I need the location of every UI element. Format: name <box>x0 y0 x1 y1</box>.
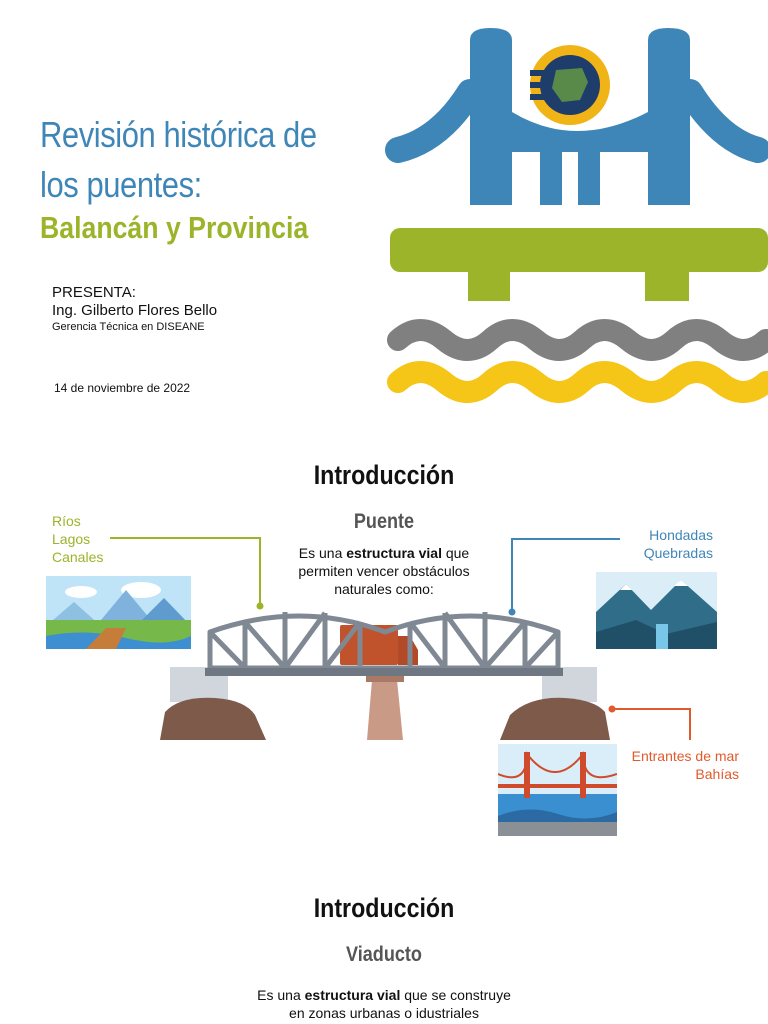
subheading-viaducto: Viaducto <box>346 943 422 966</box>
presenter-role: Gerencia Técnica en DISEANE <box>52 321 205 333</box>
label-rios: Ríos <box>52 513 81 529</box>
label-canales: Canales <box>52 549 104 565</box>
truss-bridge-illustration <box>155 605 615 745</box>
presenta-label: PRESENTA: <box>52 284 136 301</box>
presenter-name: Ing. Gilberto Flores Bello <box>52 302 218 319</box>
bay-bridge-image <box>498 744 617 836</box>
title-line-1: Revisión histórica de <box>40 114 317 155</box>
label-bahias: Bahías <box>695 766 739 782</box>
puente-description: Es una estructura vial que permiten vencer obstáculos naturales como: <box>298 545 470 597</box>
label-hondadas: Hondadas <box>649 527 713 543</box>
subheading-puente: Puente <box>353 510 415 533</box>
label-lagos: Lagos <box>52 531 91 547</box>
label-entrantes-de-mar: Entrantes de mar <box>631 748 739 764</box>
viaducto-description: Es una estructura vial que se construye en zonas urbanas o idustriales <box>257 987 511 1021</box>
presentation-date: 14 de noviembre de 2022 <box>54 381 191 395</box>
page-subtitle: Balancán y Provincia <box>40 210 309 245</box>
label-quebradas: Quebradas <box>643 545 713 561</box>
intro-heading-2: Introducción <box>313 893 455 923</box>
title-line-2: los puentes: <box>40 164 202 205</box>
intro-heading-1: Introducción <box>313 460 455 490</box>
